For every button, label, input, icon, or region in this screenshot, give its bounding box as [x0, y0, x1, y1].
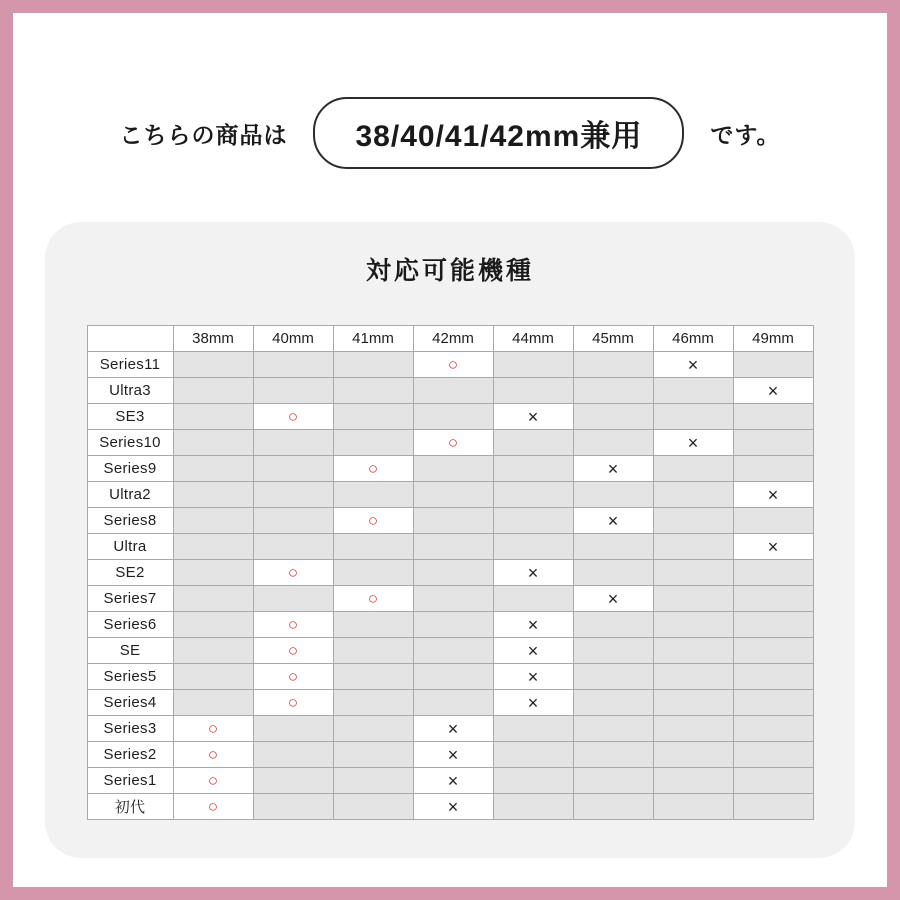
cell-Ultra-41mm [333, 534, 413, 560]
row-label: SE [87, 638, 173, 664]
cell-Ultra2-44mm [493, 482, 573, 508]
cell-Series9-42mm [413, 456, 493, 482]
row-label: Series3 [87, 716, 173, 742]
cell-SE-49mm [733, 638, 813, 664]
cell-Series5-45mm [573, 664, 653, 690]
table-row-初代 [87, 794, 813, 820]
cell-Series4-49mm [733, 690, 813, 716]
cell-Series7-49mm [733, 586, 813, 612]
cell-Series1-40mm [253, 768, 333, 794]
table-row-Series6 [87, 612, 813, 638]
cell-Series6-40mm: ○ [253, 612, 333, 638]
cell-Series4-40mm: ○ [253, 690, 333, 716]
compatibility-table-head [87, 326, 813, 352]
cell-Series9-40mm [253, 456, 333, 482]
table-row-Ultra [87, 534, 813, 560]
cell-Ultra2-41mm [333, 482, 413, 508]
cell-Series6-49mm [733, 612, 813, 638]
cell-初代-40mm [253, 794, 333, 820]
column-header-49mm: 49mm [733, 326, 813, 352]
row-label: Ultra [87, 534, 173, 560]
corner-cell [87, 326, 173, 352]
cell-Series9-49mm [733, 456, 813, 482]
cell-SE2-41mm [333, 560, 413, 586]
table-row-Series10 [87, 430, 813, 456]
cell-Ultra2-46mm [653, 482, 733, 508]
row-label: SE3 [87, 404, 173, 430]
cell-初代-42mm: × [413, 794, 493, 820]
cell-Series3-42mm: × [413, 716, 493, 742]
cell-SE-45mm [573, 638, 653, 664]
column-header-38mm: 38mm [173, 326, 253, 352]
cell-Series5-42mm [413, 664, 493, 690]
table-row-Series11 [87, 352, 813, 378]
row-label: SE2 [87, 560, 173, 586]
cell-Series1-38mm: ○ [173, 768, 253, 794]
cell-SE2-42mm [413, 560, 493, 586]
page-background [13, 13, 887, 887]
cell-Series5-49mm [733, 664, 813, 690]
table-row-Series4 [87, 690, 813, 716]
cell-Series3-45mm [573, 716, 653, 742]
column-header-42mm: 42mm [413, 326, 493, 352]
cell-SE-41mm [333, 638, 413, 664]
cell-Series7-41mm: ○ [333, 586, 413, 612]
row-label: Series2 [87, 742, 173, 768]
cell-SE-40mm: ○ [253, 638, 333, 664]
row-label: Series1 [87, 768, 173, 794]
cell-SE-44mm: × [493, 638, 573, 664]
cell-Series6-44mm: × [493, 612, 573, 638]
cell-Series6-45mm [573, 612, 653, 638]
cell-SE3-45mm [573, 404, 653, 430]
cell-Series1-45mm [573, 768, 653, 794]
cell-SE3-44mm: × [493, 404, 573, 430]
column-header-46mm: 46mm [653, 326, 733, 352]
cell-Series11-49mm [733, 352, 813, 378]
cell-Series10-41mm [333, 430, 413, 456]
cell-Series10-45mm [573, 430, 653, 456]
header-row [87, 326, 813, 352]
cell-Ultra3-40mm [253, 378, 333, 404]
cell-SE3-41mm [333, 404, 413, 430]
cell-Series2-49mm [733, 742, 813, 768]
cell-SE-42mm [413, 638, 493, 664]
cell-Series8-44mm [493, 508, 573, 534]
cell-Series8-46mm [653, 508, 733, 534]
row-label: Series6 [87, 612, 173, 638]
cell-Series2-42mm: × [413, 742, 493, 768]
cell-Series11-42mm: ○ [413, 352, 493, 378]
cell-Ultra-46mm [653, 534, 733, 560]
cell-Ultra3-44mm [493, 378, 573, 404]
column-header-44mm: 44mm [493, 326, 573, 352]
cell-Series4-42mm [413, 690, 493, 716]
table-row-Series9 [87, 456, 813, 482]
cell-Ultra2-38mm [173, 482, 253, 508]
cell-初代-38mm: ○ [173, 794, 253, 820]
cell-Series9-41mm: ○ [333, 456, 413, 482]
cell-SE2-49mm [733, 560, 813, 586]
cell-Series4-46mm [653, 690, 733, 716]
row-label: Series9 [87, 456, 173, 482]
table-row-Ultra2 [87, 482, 813, 508]
cell-Ultra3-49mm: × [733, 378, 813, 404]
cell-Series10-44mm [493, 430, 573, 456]
cell-Series9-46mm [653, 456, 733, 482]
cell-SE3-49mm [733, 404, 813, 430]
cell-Series4-38mm [173, 690, 253, 716]
cell-SE2-46mm [653, 560, 733, 586]
cell-Series1-41mm [333, 768, 413, 794]
cell-Ultra3-42mm [413, 378, 493, 404]
cell-Series10-38mm [173, 430, 253, 456]
cell-Series3-40mm [253, 716, 333, 742]
cell-Series11-41mm [333, 352, 413, 378]
cell-初代-49mm [733, 794, 813, 820]
table-row-Series5 [87, 664, 813, 690]
cell-Series4-45mm [573, 690, 653, 716]
cell-Series10-46mm: × [653, 430, 733, 456]
row-label: Series7 [87, 586, 173, 612]
cell-Ultra3-45mm [573, 378, 653, 404]
cell-Series7-45mm: × [573, 586, 653, 612]
compatibility-table-body [87, 352, 813, 820]
table-row-Series3 [87, 716, 813, 742]
cell-Series9-45mm: × [573, 456, 653, 482]
cell-SE2-38mm [173, 560, 253, 586]
table-row-SE [87, 638, 813, 664]
product-size-line [13, 97, 887, 169]
cell-Series8-45mm: × [573, 508, 653, 534]
cell-Series6-38mm [173, 612, 253, 638]
cell-Series3-44mm [493, 716, 573, 742]
cell-Series5-46mm [653, 664, 733, 690]
cell-Series6-46mm [653, 612, 733, 638]
cell-Series8-38mm [173, 508, 253, 534]
cell-Series8-49mm [733, 508, 813, 534]
table-row-Series1 [87, 768, 813, 794]
cell-Series11-44mm [493, 352, 573, 378]
row-label: Series8 [87, 508, 173, 534]
cell-Ultra3-46mm [653, 378, 733, 404]
cell-Series5-38mm [173, 664, 253, 690]
row-label: 初代 [87, 794, 173, 820]
cell-Series9-44mm [493, 456, 573, 482]
cell-Series5-44mm: × [493, 664, 573, 690]
product-size-suffix: です。 [710, 121, 781, 148]
cell-Ultra2-42mm [413, 482, 493, 508]
cell-Series2-38mm: ○ [173, 742, 253, 768]
cell-SE2-44mm: × [493, 560, 573, 586]
cell-初代-41mm [333, 794, 413, 820]
cell-Series3-46mm [653, 716, 733, 742]
cell-SE2-45mm [573, 560, 653, 586]
cell-Series3-41mm [333, 716, 413, 742]
cell-Series1-44mm [493, 768, 573, 794]
cell-Ultra-49mm: × [733, 534, 813, 560]
cell-Series6-42mm [413, 612, 493, 638]
cell-Series4-44mm: × [493, 690, 573, 716]
cell-Ultra3-41mm [333, 378, 413, 404]
compatibility-table [87, 325, 814, 820]
cell-SE3-46mm [653, 404, 733, 430]
column-header-45mm: 45mm [573, 326, 653, 352]
cell-Series11-46mm: × [653, 352, 733, 378]
cell-Ultra-42mm [413, 534, 493, 560]
cell-初代-45mm [573, 794, 653, 820]
row-label: Series11 [87, 352, 173, 378]
cell-Ultra-45mm [573, 534, 653, 560]
cell-Series3-49mm [733, 716, 813, 742]
cell-Series8-41mm: ○ [333, 508, 413, 534]
cell-SE2-40mm: ○ [253, 560, 333, 586]
cell-Series5-40mm: ○ [253, 664, 333, 690]
cell-Ultra3-38mm [173, 378, 253, 404]
cell-Ultra-38mm [173, 534, 253, 560]
cell-Ultra2-49mm: × [733, 482, 813, 508]
cell-Series7-40mm [253, 586, 333, 612]
cell-Series4-41mm [333, 690, 413, 716]
cell-SE-46mm [653, 638, 733, 664]
cell-Series5-41mm [333, 664, 413, 690]
cell-Ultra2-45mm [573, 482, 653, 508]
table-row-Series2 [87, 742, 813, 768]
cell-Ultra2-40mm [253, 482, 333, 508]
column-header-40mm: 40mm [253, 326, 333, 352]
cell-Series10-42mm: ○ [413, 430, 493, 456]
cell-Ultra-40mm [253, 534, 333, 560]
table-row-Ultra3 [87, 378, 813, 404]
cell-Ultra-44mm [493, 534, 573, 560]
table-row-Series7 [87, 586, 813, 612]
cell-Series11-38mm [173, 352, 253, 378]
row-label: Series5 [87, 664, 173, 690]
cell-Series2-45mm [573, 742, 653, 768]
row-label: Series10 [87, 430, 173, 456]
row-label: Ultra2 [87, 482, 173, 508]
table-row-Series8 [87, 508, 813, 534]
cell-Series7-46mm [653, 586, 733, 612]
cell-Series1-46mm [653, 768, 733, 794]
cell-Series3-38mm: ○ [173, 716, 253, 742]
cell-Series8-42mm [413, 508, 493, 534]
column-header-41mm: 41mm [333, 326, 413, 352]
cell-Series9-38mm [173, 456, 253, 482]
cell-初代-44mm [493, 794, 573, 820]
cell-Series8-40mm [253, 508, 333, 534]
cell-SE-38mm [173, 638, 253, 664]
cell-Series2-46mm [653, 742, 733, 768]
cell-Series1-49mm [733, 768, 813, 794]
cell-Series7-42mm [413, 586, 493, 612]
cell-SE3-40mm: ○ [253, 404, 333, 430]
cell-Series7-44mm [493, 586, 573, 612]
cell-初代-46mm [653, 794, 733, 820]
cell-Series2-44mm [493, 742, 573, 768]
cell-Series10-40mm [253, 430, 333, 456]
cell-SE3-38mm [173, 404, 253, 430]
row-label: Series4 [87, 690, 173, 716]
cell-Series6-41mm [333, 612, 413, 638]
compatibility-card [45, 222, 855, 858]
size-badge: 38/40/41/42mm兼用 [313, 97, 684, 169]
row-label: Ultra3 [87, 378, 173, 404]
table-row-SE3 [87, 404, 813, 430]
compatibility-title: 対応可能機種 [365, 257, 534, 285]
product-size-prefix: こちらの商品は [119, 121, 288, 148]
cell-Series11-40mm [253, 352, 333, 378]
cell-SE3-42mm [413, 404, 493, 430]
cell-Series10-49mm [733, 430, 813, 456]
cell-Series11-45mm [573, 352, 653, 378]
table-row-SE2 [87, 560, 813, 586]
cell-Series2-40mm [253, 742, 333, 768]
cell-Series1-42mm: × [413, 768, 493, 794]
cell-Series2-41mm [333, 742, 413, 768]
cell-Series7-38mm [173, 586, 253, 612]
